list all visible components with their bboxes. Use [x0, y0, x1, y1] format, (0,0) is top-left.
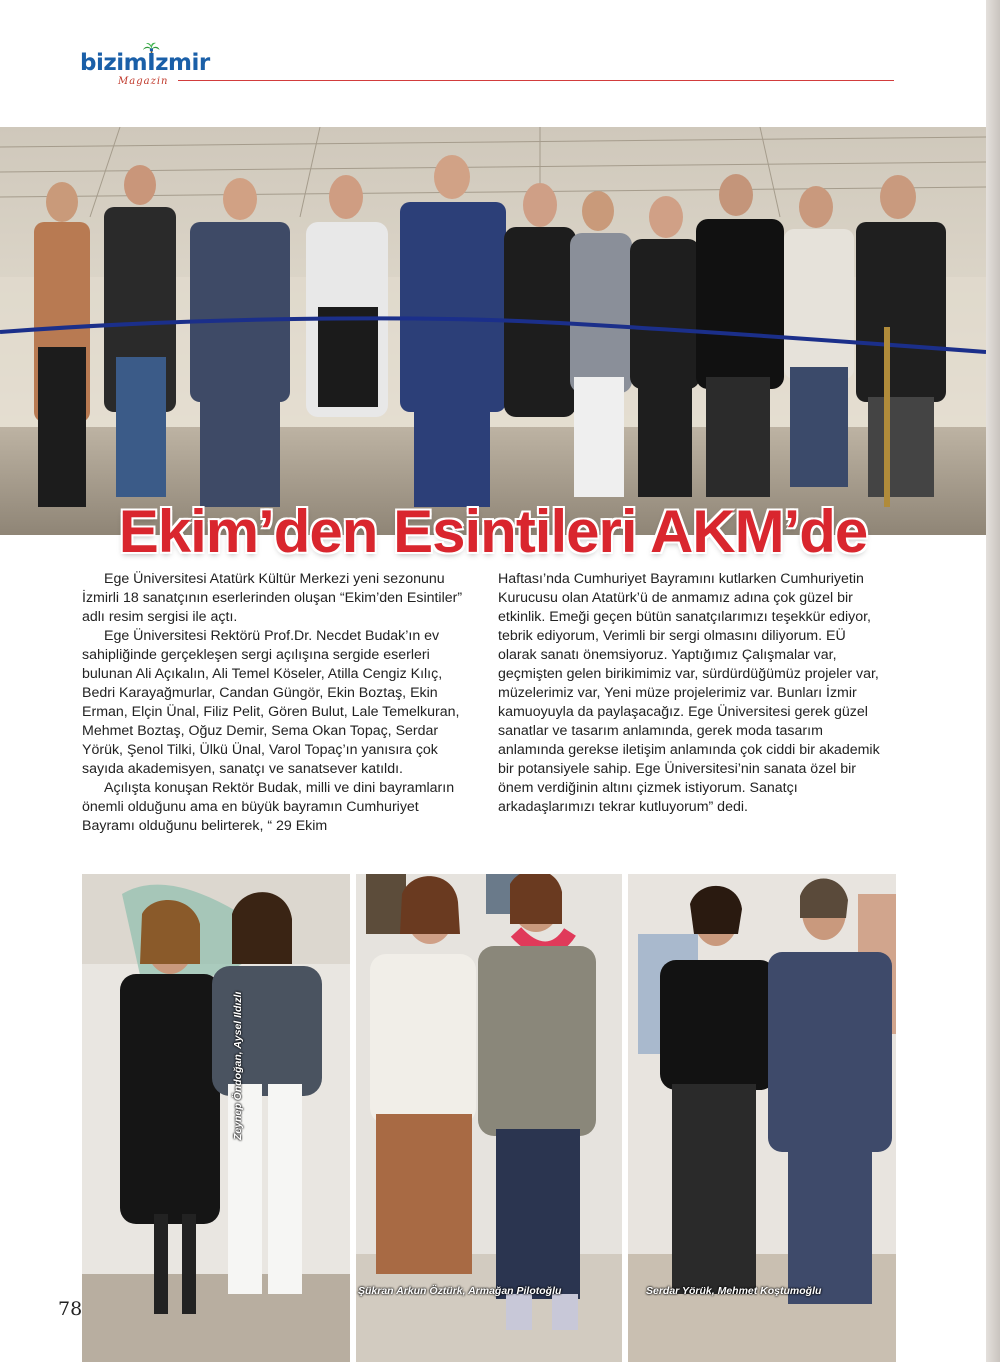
photo-caption-2: Şükran Arkun Öztürk, Armağan Pilotoğlu	[358, 1285, 562, 1297]
photo-caption-3: Serdar Yörük, Mehmet Koştumoğlu	[646, 1285, 822, 1297]
paragraph: Haftası’nda Cumhuriyet Bayramını kutlarken Cumhuriyetin Kurucusu olan Atatürk’ü de anmamız adına çok güzel bir etkinlik. Emeği geçen bütün sanatçılarımızı teşekkür ediyor, tebrik ediyorum, Verimli bir sergi olmasını diliyorum. EÜ olarak sanatı önemsiyoruz. Yaptığımız Çalışmalar var, geçmişten gelen birikimimiz var, sürdürdüğümüz projeler var, müzelerimiz var, Yeni müze projelerimiz var. Bunları İzmir kamuoyuyla da paylaşacağız. Ege Üniversitesi gerek güzel sanatlar ve tasarım anlamında, gerek moda tasarım anlamında gerekse iletişim anlamında çok ciddi bir akademik bir potansiyele sahip. Ege Üniversitesi’nin sanata özel bir önem verdiğinin altını çizmek istiyorum. Sanatçı arkadaşlarımızı tekrar kutluyorum” dedi.	[498, 571, 880, 815]
article-headline: Ekim’den Esintileri AKM’de	[118, 498, 868, 565]
magazine-logo	[80, 48, 220, 90]
paragraph: Ege Üniversitesi Atatürk Kültür Merkezi yeni sezonunu İzmirli 18 sanatçının eserlerinden oluşan “Ekim’den Esintiler” adlı resim sergisi ile açtı.	[82, 571, 463, 625]
header-rule	[178, 80, 894, 81]
paragraph: Açılışta konuşan Rektör Budak, milli ve dini bayramların önemli olduğunu ama en büyük bayramın Cumhuriyet Bayramı olduğunu belirterek, “ 29 Ekim	[82, 780, 455, 834]
logo-wordmark: bizimİzmir	[80, 50, 210, 76]
photo-caption-1: Zeynep Öndoğan, Aysel Ildızlı	[232, 991, 244, 1140]
paragraph: Ege Üniversitesi Rektörü Prof.Dr. Necdet Budak’ın ev sahipliğinde gerçekleşen sergi açılışına sergide eserleri bulunan Ali Açıkalın, Ali Temel Köseler, Atilla Cengiz Kılıç, Bedri Karayağmurlar, Candan Güngör, Ekin Boztaş, Ekin Erman, Elçin Ünal, Filiz Pelit, Gören Bulut, Lale Temelkuran, Mehmet Boztaş, Oğuz Demir, Sema Okan Topaç, Serdar Yörük, Şenol Tilki, Ülkü Ünal, Varol Topaç’ın yanısıra çok sayıda akademisyen, sanatçı ve sanatsever katıldı.	[82, 628, 460, 777]
page-number: 78	[58, 1298, 83, 1320]
hero-group-photo	[0, 127, 986, 535]
article-column-2	[498, 570, 883, 817]
article-column-1	[82, 570, 467, 836]
logo-subtitle: Magazin	[118, 76, 169, 87]
photo-two-women	[82, 874, 350, 1362]
page-edge	[986, 0, 1000, 1362]
